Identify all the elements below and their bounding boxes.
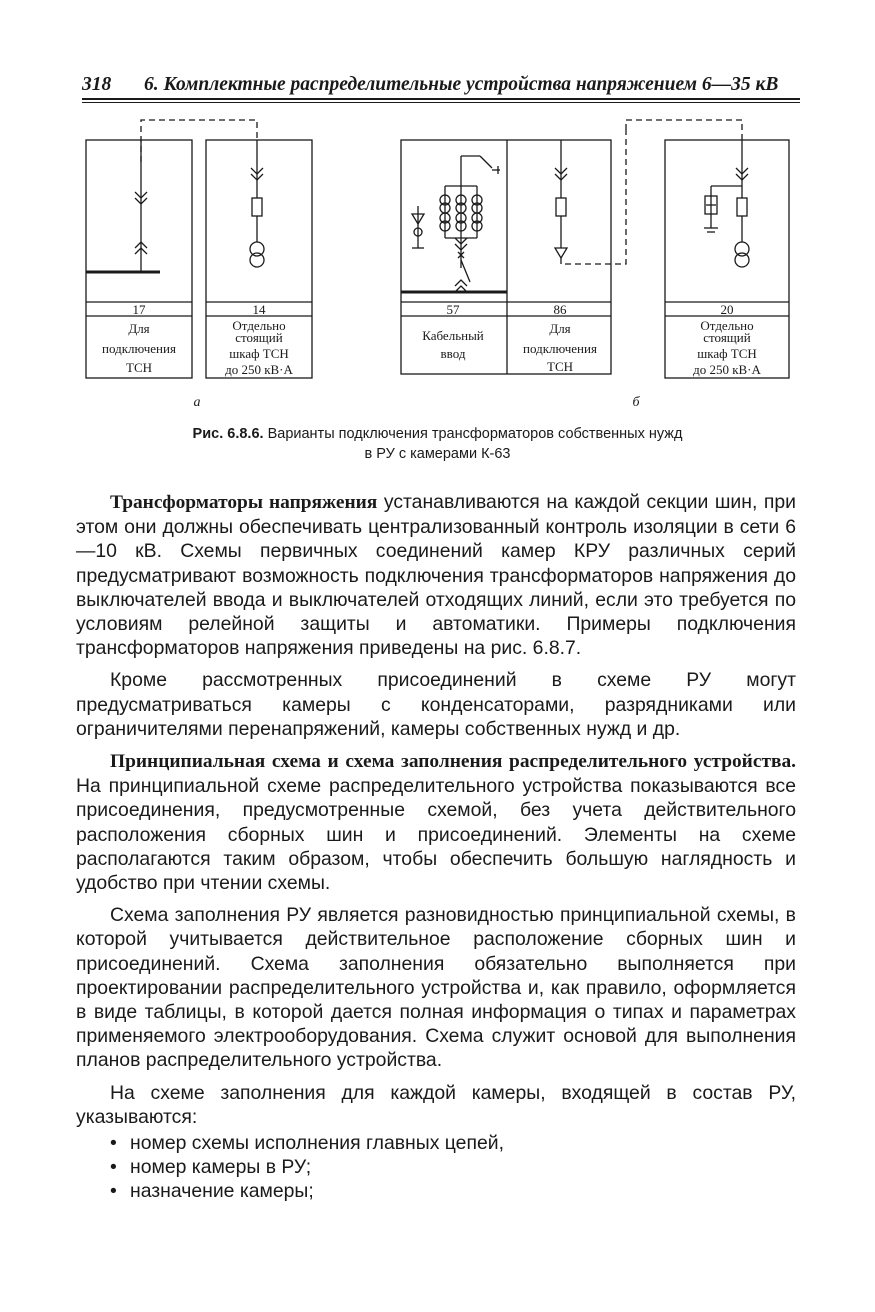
caption-label: Рис. 6.8.6. <box>192 426 264 442</box>
cell-number: 57 <box>446 302 460 317</box>
svg-text:Кабельный: Кабельный <box>422 328 484 343</box>
svg-text:шкаф ТСН: шкаф ТСН <box>697 346 757 361</box>
connection-diagram <box>0 110 875 420</box>
header-rule-thin <box>82 102 800 103</box>
list-item: • номер камеры в РУ; <box>76 1155 796 1179</box>
svg-text:стоящий: стоящий <box>235 330 283 345</box>
cell-number: 17 <box>132 302 146 317</box>
svg-text:Отдельно: Отдельно <box>232 318 286 333</box>
paragraph: Трансформаторы напряжения устанавливаются на каждой секции шин, при этом они должны обеспечивать централизованный контроль изоляции в сети 6—10 кВ. Схемы первичных соединений камер КРУ различных серий предусматривают возможность подключения трансформаторов напряжения до выключателей ввода и выключателей отходящих линий, если это требуется по условиям релейной защиты и автоматики. Примеры подключения трансформаторов напряжения приведены на рис. 6.8.7. <box>76 491 796 660</box>
svg-text:ввод: ввод <box>440 346 466 361</box>
cell-number: 20 <box>720 302 734 317</box>
paragraph: На схеме заполнения для каждой камеры, входящей в состав РУ, указываются: <box>76 1081 796 1128</box>
svg-text:ТСН: ТСН <box>547 359 573 374</box>
svg-text:Для: Для <box>128 321 150 336</box>
paragraph: Кроме рассмотренных присоединений в схеме РУ могут предусматриваться камеры с конденсаторами, разрядниками или ограничителями перенапряжений, камеры собственных нужд и др. <box>76 669 796 740</box>
svg-text:до 250 кВ·А: до 250 кВ·А <box>225 362 293 377</box>
term: Трансформаторы напряжения <box>110 492 378 513</box>
body-text <box>76 490 796 1204</box>
paragraph: Схема заполнения РУ является разновидностью принципиальной схемы, в которой учитывается действительное расположение сборных шин и присоединений. Схема заполнения обязательно выполняется при проектировании распределительного устройства и, как правило, оформляется в виде таблицы, в которой дается полная информация о типах и параметрах применяемого электрооборудования. Схема служит основой для выполнения планов распределительного устройства. <box>76 904 796 1072</box>
svg-text:Отдельно: Отдельно <box>700 318 754 333</box>
svg-text:до 250 кВ·А: до 250 кВ·А <box>693 362 761 377</box>
header-rule <box>82 98 800 100</box>
caption-line-2: в РУ с камерами К-63 <box>364 446 511 462</box>
svg-text:подключения: подключения <box>102 341 176 356</box>
list-item: • назначение камеры; <box>76 1179 796 1203</box>
bullet-list <box>76 1131 796 1204</box>
paragraph: Принципиальная схема и схема заполнения распределительного устройства. На принципиальной схеме распределительного устройства показываются все присоединения, предусмотренные схемой, без учета действительного расположения сборных шин и присоединений. Элементы на схеме располагаются таким образом, чтобы обеспечить большую наглядность и удобство при чтении схемы. <box>76 751 796 895</box>
section-heading: Принципиальная схема и схема заполнения распределительного устройства. <box>110 751 796 773</box>
caption-line-1: Варианты подключения трансформаторов собственных нужд <box>267 426 683 442</box>
cell-20 <box>665 140 789 378</box>
svg-text:шкаф ТСН: шкаф ТСН <box>229 346 289 361</box>
cell-number: 86 <box>553 302 567 317</box>
page-number: 318 <box>82 74 112 95</box>
svg-text:стоящий: стоящий <box>703 330 751 345</box>
part-label-a: а <box>193 395 201 410</box>
figure-caption <box>100 424 775 464</box>
cell-number: 14 <box>252 302 266 317</box>
cell-57-86 <box>401 120 742 374</box>
svg-text:подключения: подключения <box>523 341 597 356</box>
chapter-title: 6. Комплектные распределительные устройства напряжением 6—35 кВ <box>144 74 779 95</box>
svg-text:Для: Для <box>549 321 571 336</box>
running-header <box>82 74 800 98</box>
cell-17 <box>86 140 192 378</box>
dashed-link-a <box>141 120 257 162</box>
cell-14 <box>206 140 312 378</box>
part-label-b: б <box>632 395 640 410</box>
svg-text:ТСН: ТСН <box>126 360 152 375</box>
list-item: • номер схемы исполнения главных цепей, <box>76 1131 796 1155</box>
